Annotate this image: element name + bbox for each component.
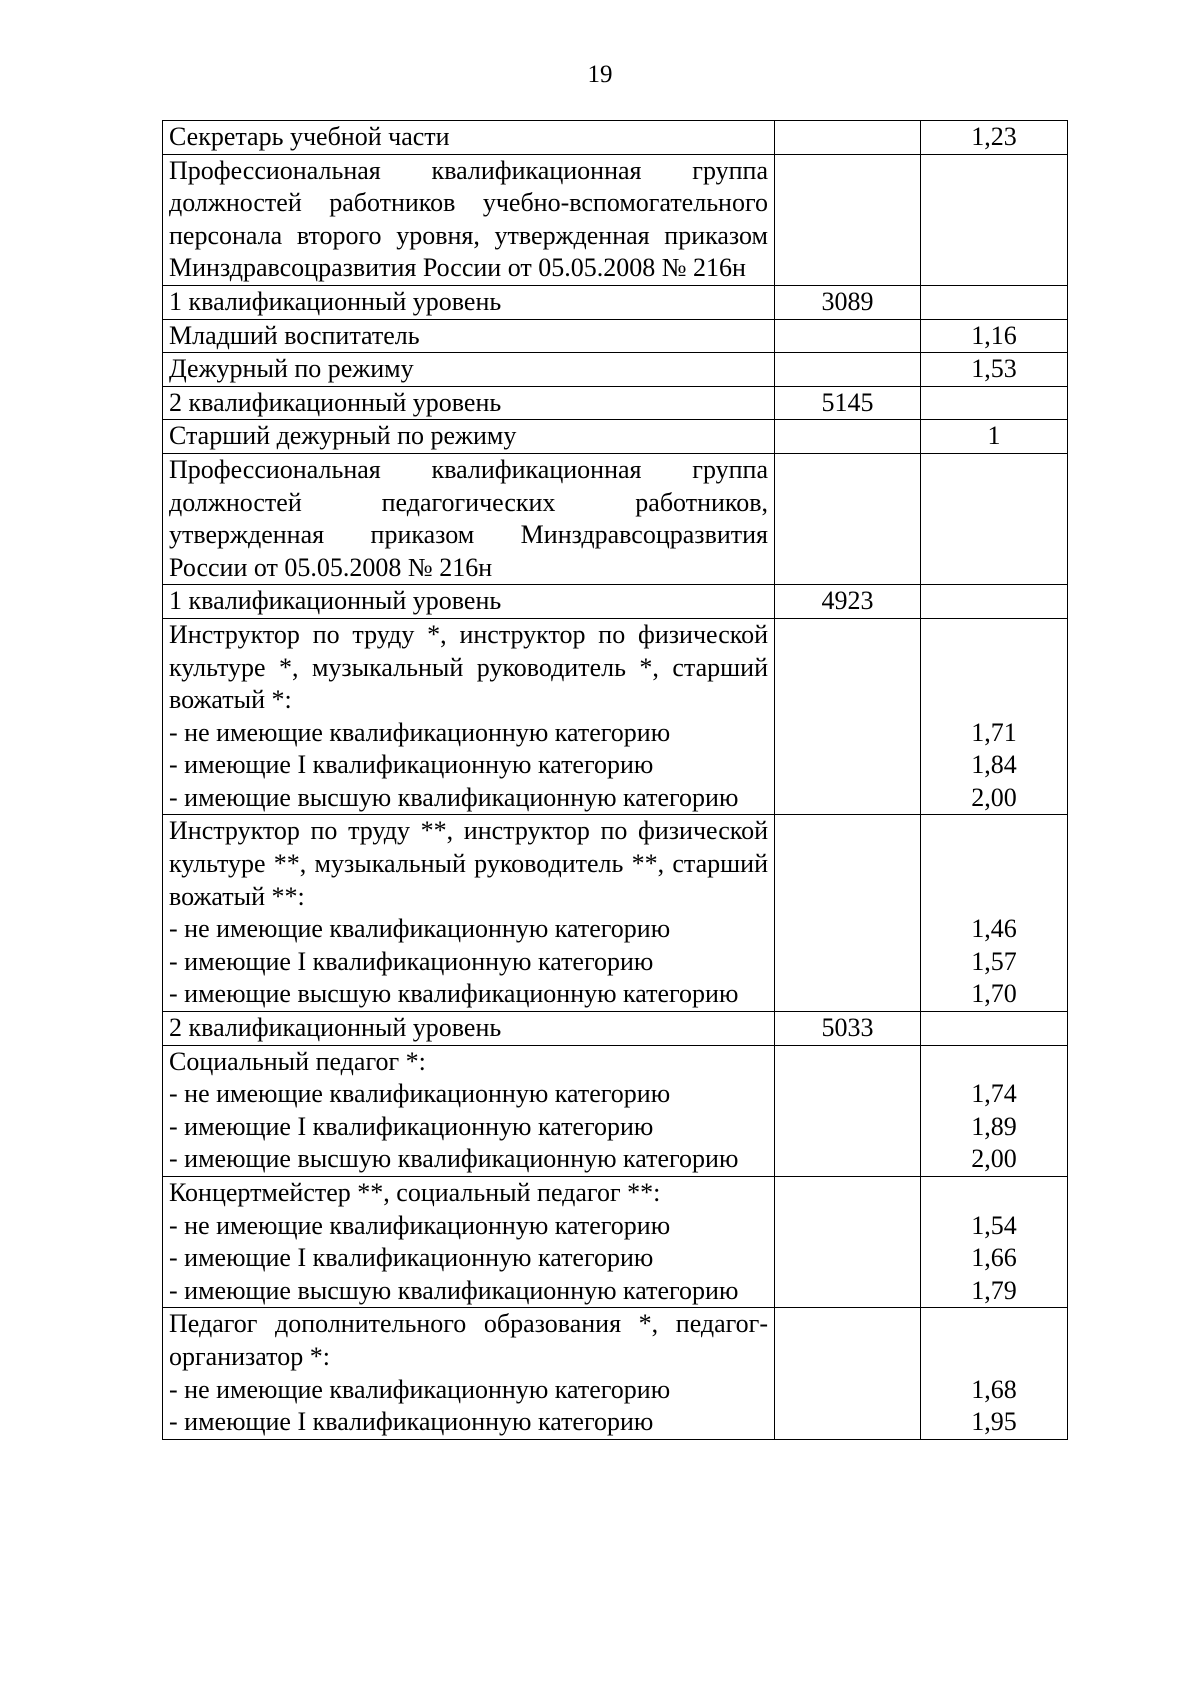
table-row [163,353,1068,387]
position-categories [163,815,775,1012]
coefficient [921,285,1068,319]
coefficient: 2,00 [971,782,1017,812]
coefficient: 1,84 [971,750,1017,780]
base-salary [775,319,921,353]
base-salary [775,121,921,155]
coefficient: 1,54 [971,1210,1017,1240]
position-title: Педагог дополнительного образования *, педагог-организатор *: [169,1309,768,1371]
coefficient: 2,00 [971,1144,1017,1174]
category-label: - имеющие I квалификационную категорию [169,1407,654,1437]
table-row [163,453,1068,584]
table-row [163,386,1068,420]
position-name: Младший воспитатель [163,319,775,353]
category-label: - имеющие I квалификационную категорию [169,1243,654,1273]
table-row [163,1012,1068,1046]
category-label: - не имеющие квалификационную категорию [169,1374,671,1404]
coefficient: 1 [921,420,1068,454]
qualification-group-name: Профессиональная квалификационная группа должностей педагогических работников, утвержденная приказом Минздравсоцразвития России от 05.05.2008 № 216н [163,453,775,584]
category-label: - не имеющие квалификационную категорию [169,914,671,944]
table-row [163,121,1068,155]
table-row [163,319,1068,353]
table-row [163,1308,1068,1439]
coefficient [921,453,1068,584]
coefficient-list [921,815,1068,1012]
table-row [163,420,1068,454]
base-salary [775,618,921,815]
base-salary: 4923 [775,585,921,619]
table-row [163,585,1068,619]
category-label: - имеющие высшую квалификационную категорию [169,1275,739,1305]
category-label: - имеющие I квалификационную категорию [169,1111,654,1141]
coefficient-list [921,1045,1068,1176]
coefficient [921,585,1068,619]
position-categories [163,1308,775,1439]
qualification-level-name: 2 квалификационный уровень [163,1012,775,1046]
category-label: - не имеющие квалификационную категорию [169,1079,671,1109]
table-row [163,1045,1068,1176]
position-title: Социальный педагог *: [169,1046,426,1076]
base-salary [775,353,921,387]
qualification-group-name: Профессиональная квалификационная группа должностей работников учебно-вспомогательного персонала второго уровня, утвержденная приказом Минздравсоцразвития России от 05.05.2008 № 216н [163,154,775,285]
category-label: - не имеющие квалификационную категорию [169,1210,671,1240]
category-label: - имеющие высшую квалификационную категорию [169,782,739,812]
position-categories [163,1177,775,1308]
table-row [163,285,1068,319]
base-salary [775,1177,921,1308]
salary-coefficient-table [162,120,1068,1440]
table-row [163,815,1068,1012]
coefficient: 1,71 [971,717,1017,747]
coefficient: 1,46 [971,914,1017,944]
coefficient: 1,79 [971,1275,1017,1305]
coefficient: 1,74 [971,1079,1017,1109]
coefficient: 1,53 [921,353,1068,387]
base-salary [775,154,921,285]
category-label: - имеющие высшую квалификационную категорию [169,1144,739,1174]
coefficient: 1,57 [971,946,1017,976]
coefficient: 1,66 [971,1243,1017,1273]
coefficient-list [921,1308,1068,1439]
position-name: Секретарь учебной части [163,121,775,155]
coefficient: 1,23 [921,121,1068,155]
coefficient [921,154,1068,285]
coefficient: 1,70 [971,979,1017,1009]
base-salary [775,453,921,584]
category-label: - имеющие I квалификационную категорию [169,750,654,780]
position-title: Инструктор по труду *, инструктор по физической культуре *, музыкальный руководитель *, старший вожатый *: [169,619,768,715]
page-number: 19 [587,61,613,88]
position-name: Дежурный по режиму [163,353,775,387]
position-name: Старший дежурный по режиму [163,420,775,454]
coefficient: 1,16 [921,319,1068,353]
coefficient: 1,89 [971,1111,1017,1141]
base-salary [775,1308,921,1439]
coefficient-list [921,618,1068,815]
position-title: Концертмейстер **, социальный педагог **: [169,1178,661,1207]
coefficient: 1,68 [971,1374,1017,1404]
qualification-level-name: 2 квалификационный уровень [163,386,775,420]
position-categories [163,618,775,815]
base-salary [775,1045,921,1176]
position-title: Инструктор по труду **, инструктор по физической культуре **, музыкальный руководитель **, старший вожатый **: [169,816,768,911]
category-label: - имеющие I квалификационную категорию [169,946,654,976]
coefficient [921,386,1068,420]
base-salary [775,420,921,454]
base-salary: 5145 [775,386,921,420]
table-row [163,618,1068,815]
coefficient [921,1012,1068,1046]
position-categories [163,1045,775,1176]
coefficient: 1,95 [971,1407,1017,1437]
base-salary: 5033 [775,1012,921,1046]
category-label: - не имеющие квалификационную категорию [169,717,671,747]
table-row [163,1177,1068,1308]
table-row [163,154,1068,285]
qualification-level-name: 1 квалификационный уровень [163,585,775,619]
coefficient-list [921,1177,1068,1308]
base-salary: 3089 [775,285,921,319]
base-salary [775,815,921,1012]
qualification-level-name: 1 квалификационный уровень [163,285,775,319]
category-label: - имеющие высшую квалификационную категорию [169,979,739,1009]
